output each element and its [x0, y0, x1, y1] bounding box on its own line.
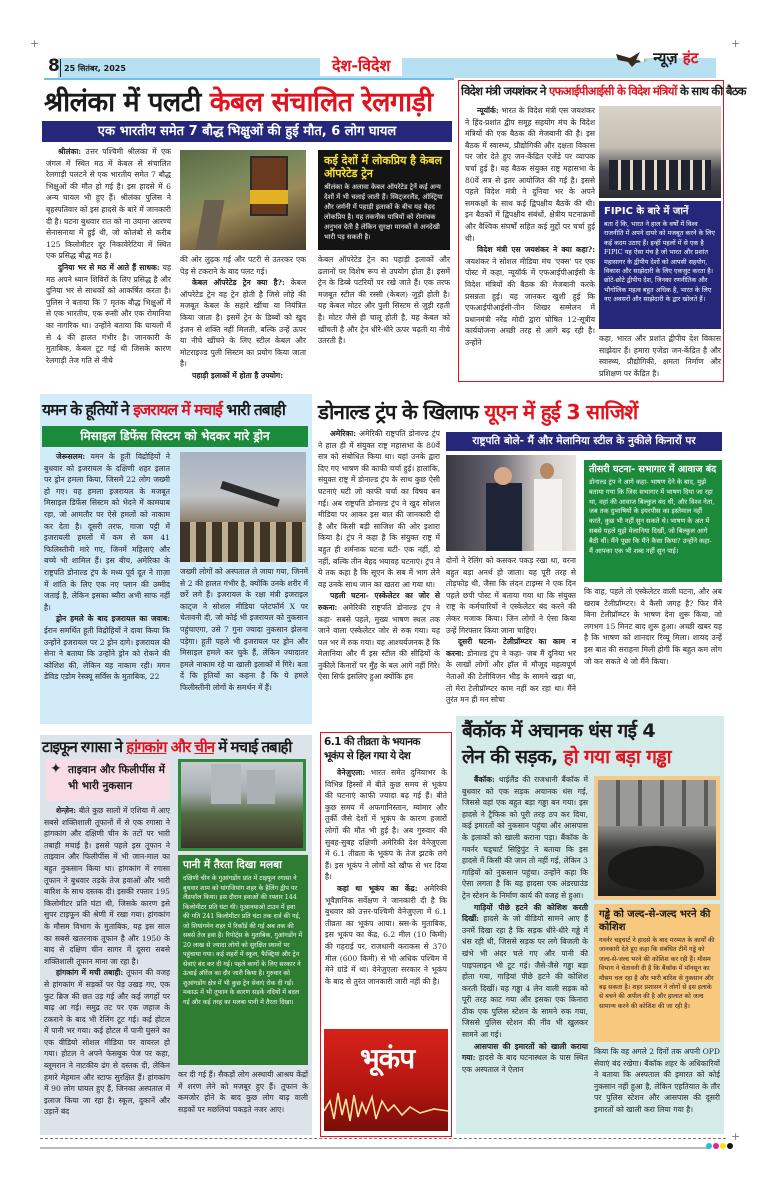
story-trump-subhead: राष्ट्रपति बोले- मैं और मेलानिया स्टील के नुकीले किनारों पर [446, 432, 722, 451]
story-srilanka-subhead: एक भारतीय समेत 7 बौद्ध भिक्षुओं की हुई मौत, 6 लोग घायल [42, 121, 452, 142]
story-trump-col2: दोनों ने रेलिंग को कसकर पकड़ रखा था, वरना बहुत बड़ा अनर्थ हो जाता। यह पूरी तरह से तोड़फोड़ थी, जैसा कि लंदन टाइम्स ने एक दिन पहले छपी पोस्ट में बताया गया था कि संयुक्त राष्ट्र के कर्मचारियों ने एस्केलेटर बंद करने की लेकर मजाक किया। जिन लोगों ने ऐसा किया उन्हें गिरफ्तार किया जाना चाहिए। दूसरी घटना- टेलीप्रॉम्प्टर का काम न करना: डोनाल्ड ट्रंप ने कहा- जब मैं दुनिया भर के लाखों लोगों और हॉल में मौजूद महत्वपूर्ण नेताओं की टेलीविजन भीड़ के सामने खड़ा था, तो मेरा टेलीप्रॉम्प्टर काम नहीं कर रहा था। मैंने तुरंत मन ही मन सोचा [446, 556, 576, 705]
cable-train-sidebar [318, 150, 450, 250]
floating-debris-sidebar [178, 855, 308, 1065]
logo-text-hunt: हंट [682, 49, 699, 67]
fipic-box-text: बता दें कि, भारत ने हाल के वर्षों में विश्व राजनीति में अपने दायरे को मजबूत करने के लिए कई कदम उठाए हैं। इन्हीं पहलों में से एक है FIPIC यह ऐसा मंच है जो भारत और प्रशांत महासागर के द्वीपीय देशों को आपसी सहयोग, विकास और साझेदारी के लिए एकजुट करता है। छोटे-छोटे द्वीपीय देश, जिनका रणनीतिक और भौगोलिक महत्व बहुत अधिक है, भारत के लिए नए अवसरों और साझेदारी के द्वार खोलते हैं। [604, 220, 715, 304]
crop-mark-top-left: + [30, 37, 40, 50]
repair-efforts-box [594, 904, 720, 1042]
story-trump-col3: कि वाह, पहले तो एस्केलेटर वाली घटना, और अब खराब टेलीप्रॉम्प्टर। ये कैसी जगह है? फिर मैंने बिना टेलीप्रॉम्प्टर के भाषण देना शुरू किया, जो लगभग 15 मिनट बाद शुरू हुआ। अच्छी खबर यह है कि भाषण को शानदार रिव्यू मिला। शायद उन्हें इस बात की सराहना मिली होगी कि बहुत कम लोग जो कर सकते थे जो मैंने किया। [584, 587, 722, 666]
box-text: गवर्नर चड्चार्ट ने हादसे के बाद मरम्मत के कार्यों की जानकारी देते हुए कहा कि संबंधित टीमें गड्ढे को जल्द-से-जल्द भरने की कोशिश कर रही हैं। मौसम विभाग ने चेतावनी दी है कि बैंकॉक में मॉनसून का मौसम चल रहा है और भारी बारिश से नुकसान और बढ़ सकता है। शहर प्रशासन ने लोगों से इस इलाके से बचने की अपील की है और हालात को जल्द सामान्य करने की कोशिश की जा रही है। [599, 937, 715, 1010]
story-jaishankar-col1: न्यूयॉर्क: भारत के विदेश मंत्री एस जयशंकर ने हिंद-प्रशांत द्वीप समूह सहयोग मंच के विदेश मंत्रियों की एक बैठक की मेजबानी की है। इस बैठक में स्वास्थ्य, प्रौद्योगिकी और दक्षता विकास पर जोर देते हुए जन-केंद्रित एजेंडे पर व्यापक चर्चा हुई है। यह बैठक संयुक्त राष्ट्र महासभा के 80वें सत्र से इतर आयोजित की गई है। इससे पहले विदेश मंत्री ने दुनिया भर के अपने समकक्षों के साथ कई द्विपक्षीय बैठकें की थी। इन बैठकों में द्विपक्षीय संबंधों, क्षेत्रीय घटनाक्रमों और वैश्विक संघर्षों सहित कई मुद्दों पर चर्चा हुई थी। विदेश मंत्री एस जयशंकर ने क्या कहा?: जयशंकर ने सोशल मीडिया मंच 'एक्स' पर एक पोस्ट में कहा, न्यूयॉर्क में एफआईपीआईसी के विदेश मंत्रियों की बैठक की मेजबानी करके प्रसन्नता हुई। यह जानकर खुशी हुई कि एफआईपीआईसी-तीन शिखर सम्मेलन में प्रधानमंत्री नरेंद्र मोदी द्वारा घोषित 12-सूत्रीय कार्ययोजना अच्छी तरह से आगे बढ़ रही है। उन्होंने [465, 106, 595, 347]
seismograph-icon [324, 1081, 448, 1129]
footer-rule [40, 1147, 710, 1149]
story-srilanka-headline: श्रीलंका में पलटी केबल संचालित रेलगाड़ी [44, 87, 433, 118]
footer-dashed-line [40, 1138, 726, 1139]
story-earthquake-col1: वेनेज़ुएला: भारत समेत दुनियाभर के विभिन्न हिस्सों में बीते कुछ समय से भूकंप की घटनाएं काफी ज्यादा बढ़ गई हैं। बीते कुछ समय में अफगानिस्तान, म्यांमार और तुर्की जैसे देशों में भूकंप के कारण हजारों लोगों की मौत भी हुई है। अब गुरुवार की सुबह-सुबह दक्षिणी अमेरिकी देश वेनेजुएला में 6.1 तीव्रता के भूकंप के तेज झटके लगे हैं। इस भूकंप ने लोगों को खौफ से भर दिया है। कहां था भूकंप का केंद्र: अमेरिकी भूवैज्ञानिक सर्वेक्षण ने जानकारी दी है कि बुधवार को उत्तर-पश्चिमी वेनेजुएला में 6.1 तीव्रता का भूकंप आया। स्रस-के मुताबिक, इस भूकंप का केंद्र, 6.2 मील (10 किमी) की गहराई पर, राजधानी कराकस से 370 मील (600 किमी) से भी अधिक पश्चिम में मेने ग्रांडे में था। वेनेजुएला सरकार ने भूकंप के बाद से तुरंत जानकारी जारी नहीं की है। [325, 768, 447, 986]
header-separator [60, 59, 61, 77]
page-number: 8 [48, 56, 60, 76]
section-title: देश-विदेश [320, 54, 402, 76]
fipic-info-box [599, 201, 721, 329]
story-jaishankar-col2: कहा, भारत और प्रशांत द्वीपीय देश विकास साझेदार हैं। हमारा एजेंडा जन-केंद्रित है और स्वास्थ्य, प्रौद्योगिकी, क्षमता निर्माण और प्रशिक्षण पर केंद्रित है। [599, 334, 721, 378]
crop-mark-top-right: + [731, 37, 741, 50]
story-typhoon-col2: कर दी गई हैं। सैकड़ों लोग अस्थायी आश्रय केंद्रों में शरण लेने को मजबूर हुए हैं। तूफान के कमजोर होने के बाद कुछ लोग बाढ़ वाली सड़कों पर मछलियां पकड़ते नजर आए। [178, 1070, 308, 1114]
fipic-meeting-photo [599, 106, 721, 198]
earthquake-label: भूकंप [360, 1042, 415, 1075]
header-underline [44, 78, 454, 80]
story-bangkok-col2: किया कि वह अगले 2 दिनों तक अपनी OPD सेवाएं बंद रखेगा। बैंकॉक शहर के अधिकारियों ने बताया कि अस्पताल की इमारत को कोई नुकसान नहीं हुआ है, लेकिन एहतियात के तौर पर पुलिस स्टेशन और आसपास की दूसरी इमारतों को खाली करा लिया गया है। [594, 1047, 720, 1114]
story-bangkok-headline: बैंकॉक में अचानक धंस गई 4 लेन की सड़क, हो गया बड़ा गड्ढा [462, 720, 671, 768]
logo-text-news: न्यूज़ [653, 49, 678, 67]
houthi-fighters-photo [180, 452, 306, 562]
cable-train-photo [180, 150, 306, 250]
page-date: 25 सितंबर, 2025 [64, 64, 126, 73]
sinkhole-photo [594, 776, 720, 900]
taiwan-philippines-box: ✦ ताइवान और फिलीपींस में भी भारी नुकसान [46, 759, 170, 801]
story-earthquake [320, 732, 452, 1137]
story-houthis-col1: जेरूसलम: यमन के हूती विद्रोहियों ने बुधवार को इजरायल के दक्षिणी शहर इलात पर ड्रोन हमला किया, जिसमें 22 लोग जख्मी हो गए। यह हमला इजरायल के मजबूत मिसाइल डिफेंस सिस्टम को भेदने में कामयाब रहा, जो आमतौर पर ऐसे हमलों को नाकाम कर देता है। दूसरी तरफ, गाजा पट्टी में इजरायली हमलों में कम से कम 41 फिलिस्तीनी मारे गए, जिनमें महिलाएं और बच्चे भी शामिल हैं। इस बीच, अमेरिका के राष्ट्रपति डोनाल्ड ट्रंप के मध्य पूर्व दूत ने ग़ाज़ा में शांति के लिए एक नए प्लान की उम्मीद जताई है, लेकिन इसका ब्यौरा अभी साफ नहीं है। ड्रोन हमले के बाद इजरायल का जवाब: ईरान समर्थित हूती विद्रोहियों ने दावा किया कि उन्होंने इजरायल पर 2 ड्रोन दागे। इजरायल की सेना ने बताया कि उन्होंने ड्रोन को रोकने की कोशिश की, लेकिन यह नाकाम रही। मगन डेविड एडोम रेस्क्यू सर्विस के मुताबिक, 22 [44, 452, 170, 682]
story-houthis [40, 394, 312, 724]
sidebar-title: कई देशों में लोकप्रिय है केबल ऑपरेटेड ट्रेन [324, 154, 443, 180]
earthquake-graphic [324, 1029, 448, 1131]
story-bangkok-col1: बैंकॉक: थाईलैंड की राजधानी बैंकॉक में बुधवार को एक सड़क अचानक धंस गई, जिससे वहां एक बहुत बड़ा गड्ढा बन गया। इस हादसे ने ट्रैफिक को पूरी तरह ठप कर दिया, कई इमारतों को नुकसान पहुंचा और आसपास के इलाकों को खाली कराना पड़ा। बैंकॉक के गवर्नर चड्चार्ट सिट्टिपुंट ने बताया कि इस हादसे में किसी की जान तो नहीं गई, लेकिन 3 गाड़ियों को नुकसान पहुंचा। उन्होंने कहा कि ऐसा लगता है कि यह हादसा एक अंडरग्राउंड ट्रेन स्टेशन के निर्माण कार्य की वजह से हुआ। गाड़ियों पीछे हटने की कोशिश करती दिखीं: हादसे के जो वीडियो सामने आए हैं उनमें दिखा रहा है कि सड़क धीरे-धीरे गड्ढे में धंस रही थी, जिससे सड़क पर लगे बिजली के खंभे भी अंदर चले गए और पानी की पाइपलाइन भी टूट गई। जैसे-जैसे गड्ढा बड़ा होता गया, गाड़ियां पीछे हटने की कोशिश करती दिखीं। यह गड्ढा 4 लेन वाली सड़क को पूरी तरह काट गया और इसका एक किनारा ठीक एक पुलिस स्टेशन के सामने रुक गया, जिससे पुलिस स्टेशन की नींव भी खुलकर सामने आ गई। आसपास की इमारतों को खाली कराया गया: हादसे के बाद घटनास्थल के पास स्थित एक अस्पताल ने ऐलान [462, 775, 588, 1074]
sidebar-text: दक्षिणी चीन के गुआंगडोंग प्रांत में टाइफून रगासा ने बुधवार शाम को यांगजियांग शहर के हैलिंग द्वीप पर लैंडफॉल किया। इस दौरान हवाओं की रफ्तार 144 किलोमीटर प्रति घंटा थी। गुआनयाओ टाउन में हवा की गति 241 किलोमीटर प्रति घंटा तक दर्ज की गई, जो शियांगमेन शहर में रिकॉर्ड की गई अब तक की सबसे तेज हवा है। रिपोर्ट्स के मुताबिक, गुआंगडोंग में 20 लाख से ज्यादा लोगों को सुरक्षित स्थानों पर पहुंचाया गया। कई शहरों में स्कूल, फैक्ट्रियां और ट्रेन सेवाएं बंद कर दी गई। पहले कार्गो के लिए सरकार ने ऊंचाई ऑरेंज का दौर जारी किया है। गुरुवार को शुआंगडोंग क्षेत्र में भी कुछ ट्रेन सेवाएं रोक दी गईं। मकाऊ में भी तूफान के कारण सड़कें नदियों में बदल गई और कई तरह का मलबा पानी में तैरता दिखा। [183, 875, 303, 1006]
story-bangkok-sinkhole [456, 716, 724, 1134]
box-title: गड्ढे को जल्द-से-जल्द भरने की कोशिश [599, 909, 711, 933]
sidebar-text: श्रीलंका के अलावा केबल ऑपरेटेड ट्रेनें कई अन्य देशों में भी चलाई जाती हैं। स्विट्जरलैंड, ऑस्ट्रिया और जर्मनी में पहाड़ी इलाकों के बीच यह बेहद लोकप्रिय है। यह तकनीक यात्रियों को रोमांचक अनुभव देती है लेकिन सुरक्षा मानकों से अनदेखी भारी पड़ सकती है। [324, 183, 443, 241]
story-houthis-col2: जख्मी लोगों को अस्पताल ले जाया गया, जिनमें से 2 की हालत गंभीर है, क्योंकि उनके शरीर में छर्रे लगे हैं। इजरायल के रक्षा मंत्री इजराइल काट्ज ने सोशल मीडिया प्लेटफॉर्म X पर चेतावनी दी, जो कोई भी इजरायल को नुकसान पहुंचाएगा, उसे 7 गुना ज्यादा नुकसान झेलना पड़ेगा। हूती पहले भी इजरायल पर ड्रोन और मिसाइल हमले कर चुके हैं, लेकिन ज्यादातर हमले नाकाम रहे या खाली इलाकों में गिरे। बता दें कि हूतियों का कहना है कि ये हमले फिलीस्तीनी लोगों के समर्थन में हैं। [180, 567, 308, 692]
story-srilanka-col1: श्रीलंका: उत्तर पश्चिमी श्रीलंका में एक जंगल में स्थित मठ में केबल से संचालित रेलगाड़ी पलटने से एक भारतीय समेत 7 बौद्ध भिक्षुओं की मौत हो गई है। इस हादसे में 6 अन्य घायल भी हुए हैं। श्रीलंका पुलिस ने बृहस्पतिवार को इस हादसे के बारे में जानकारी दी है। घटना बुधवार रात को ना उयाना आरण्य सेनासनाया में हुई थी, जो कोलंबो से करीब 125 किलोमीटर दूर निकावेरेटिया में स्थित एक प्रसिद्ध बौद्ध मठ है। दुनिया भर से मठ में आते हैं साधक: यह मठ अपने ध्यान शिविरों के लिए प्रसिद्ध है और दुनिया भर से साधकों को आकर्षित करता है। पुलिस ने बताया कि 7 मृतक बौद्ध भिक्षुओं में से एक भारतीय, एक रूसी और एक रोमानिया का नागरिक था। उन्होंने बताया कि घायलों में से 4 की हालत गंभीर है। जानकारी के मुताबिक, केबल टूट गई थी जिसके कारण रेलगाड़ी तेज गति से नीचे [46, 147, 171, 365]
typhoon-damage-photo [178, 759, 306, 851]
story-srilanka-col3: केबल ऑपरेटेड ट्रेन का पहाड़ी इलाकों और ढलानों पर विशेष रूप से उपयोग होता है। इसमें ट्रेन के डिब्बे पटरियों पर रखे जाते हैं। एक तरफ मजबूत स्टील की रस्सी (केबल) जुड़ी होती है। यह केबल मोटर और पुली सिस्टम से जुड़ी रहती है। मोटर जैसे ही चालू होती है, यह केबल को खींचती है और ट्रेन धीरे-धीरे ऊपर चढ़ती या नीचे उतरती है। [318, 255, 450, 346]
crop-mark-bottom-right: + [731, 1130, 741, 1143]
story-trump-headline: डोनाल्ड ट्रंप के खिलाफ यूएन में हुई 3 साजिशें [318, 400, 638, 424]
story-houthis-headline: यमन के हूतियों ने इजरायल में मचाई भारी तबाही [42, 401, 285, 419]
sidebar-title: तीसरी घटना- सभागार में आवाज बंद [589, 464, 717, 475]
story-earthquake-headline: 6.1 की तीव्रता के भयानक भूकंप से हिल गया ये देश [324, 736, 420, 762]
sidebar-title: पानी में तैरता दिखा मलबा [183, 859, 282, 871]
story-jaishankar-headline: विदेश मंत्री जयशंकर ने एफआईपीआईसी के विदेश मंत्रियों के साथ की बैठक [461, 84, 746, 98]
star-icon: ✦ [50, 761, 62, 777]
story-trump-col1: अमेरिका: अमेरिकी राष्ट्रपति डोनाल्ड ट्रंप ने हाल ही में संयुक्त राष्ट्र महासभा के 80वें सत्र को संबोधित किया था। यहां उनके द्वारा दिए गए भाषण की काफी चर्चा हुई। हालांकि, संयुक्त राष्ट्र में डोनाल्ड ट्रंप के साथ कुछ ऐसी घटनाएं घटी जो काफी चर्चा का विषय बन गईं। अब राष्ट्रपति डोनाल्ड ट्रंप ने खुद सोशल मीडिया पर आकर इस बात की जानकारी दी है और किसी बड़ी साजिश की ओर इशारा किया है। ट्रंप ने कहा है कि संयुक्त राष्ट्र में बहुत ही शर्मनाक घटना घटी- एक नहीं, दो नहीं, बल्कि तीन बेहद भयावह घटनाएं। ट्रंप ने ये तक कहा है कि सूएन के सब में भाग लेने वह उनके साथ जान का खतरा आ गया था। पहली घटना- एस्केलेटर का जोर से रुकना: अमेरिकी राष्ट्रपति डोनाल्ड ट्रंप ने कहा- सबसे पहले, मुख्य भाषण स्थल तक जाने वाला एस्केलेटर जोर से रुक गया। यह पल भर में रुक गया। यह आश्चर्यजनक है कि मेलानिया और मैं इस स्टील की सीढ़ियों के नुकीले किनारों पर मुँह के बल आगे नहीं गिरे। ऐसा सिर्फ इसलिए हुआ क्योंकि हम [318, 429, 440, 682]
story-houthis-subhead: मिसाइल डिफेंस सिस्टम को भेदकर मारे ड्रोन [42, 426, 308, 447]
trump-melania-photo [446, 455, 576, 551]
story-jaishankar [458, 80, 746, 382]
newspaper-logo [614, 48, 698, 68]
fipic-box-title: FIPIC के बारे में जानें [604, 206, 689, 217]
third-incident-sidebar [584, 460, 722, 582]
story-typhoon-col1: शेन्ज़ेन: बीते कुछ सालों में एशिया में आए सबसे शक्तिशाली तूफानों में से एक रगासा ने हांगकांग और दक्षिणी चीन के तटों पर भारी तबाही मचाई है। इससे पहले इस तूफान ने ताइवान और फिलीपींस में भी जान-माल का बहुत नुकसान किया था। हांगकांग में रगासा तूफान ने बुधवार तड़के तेज हवाओं और भारी बारिश के साथ दस्तक दी। इसकी रफ्तार 195 किलोमीटर प्रति घंटा थी, जिसके कारण इसे सुपर टाइफून की श्रेणी में रखा गया। हांगकांग के मौसम विभाग के मुताबिक, यह इस साल का सबसे खतरनाक तूफान है और 1950 के बाद से दक्षिण चीन सागर में दूसरा सबसे शक्तिशाली तूफान माना जा रहा है। हांगकांग में मची तबाही: तूफान की वजह से हांगकांग में सड़कों पर पेड़ उखड़ गए, एक फुट ब्रिज की छत उड़ गई और कई जगहों पर बाढ़ आ गई। समुद्र तट पर एक जहाज के टकराने के बाद भी रेलिंग टूट गई। कई होटल में पानी भर गया। कई होटल में पानी घुसने का एक वीडियो सोशल मीडिया पर वायरल हो गया। होटल ने अपने फेसबुक पेज पर कहा, ब्लूमरान ने नाटकीय ढंग से दस्तक दी, लेकिन हमारे मेहमान और स्टाफ सुरक्षित हैं। हांगकांग में 90 लोग घायल हुए हैं, जिनका अस्पताल में इलाज किया जा रहा है। स्कूल, दुकानें और उड़ानें बंद [44, 806, 170, 1117]
story-typhoon [40, 735, 312, 1135]
sidebar-text: डोनाल्ड ट्रंप ने आगे कहा- भाषण देने के बाद, मुझे बताया गया कि जिस सभागार में भाषण दिया जा रहा था, वहां की आवाज बिल्कुल बंद थी, और विश्व नेता, जब तक दुभाषियों के इयरपीस का इस्तेमाल नहीं करते, कुछ भी नहीं सुन सकते थे। भाषण के अंत में सबसे पहले मुझे मेलानिया दिखीं, जो बिल्कुल आगे बैठी थीं। मैंने पूछा कि मैंने कैसा किया? उन्होंने कहा- मैं आपका एक भी शब्द नहीं सुन पाई। [589, 478, 715, 555]
eagle-icon [614, 50, 648, 68]
story-typhoon-headline: टाइफून रगासा ने हांगकांग और चीन में मचाई तबाही [42, 738, 292, 756]
registration-color-dots [706, 1143, 733, 1149]
story-srilanka-col2: की ओर लुढ़क गई और पटरी से उतरकर एक पेड़ से टकराने के बाद पलट गई। केबल ऑपरेटेड ट्रेन क्या है?: केबल ऑपरेटेड ट्रेन वह ट्रेन होती है जिसे लोहे की मजबूत केबल के सहारे खींचा या नियंत्रित किया जाता है। इसमें ट्रेन के डिब्बों को खुद इंजन से शक्ति नहीं मिलती, बल्कि उन्हें ऊपर या नीचे खींचने के लिए स्टील केबल और मोटराइज्ड पुली सिस्टम का प्रयोग किया जाता है। पहाड़ी इलाकों में होता है उपयोग: [180, 255, 307, 380]
